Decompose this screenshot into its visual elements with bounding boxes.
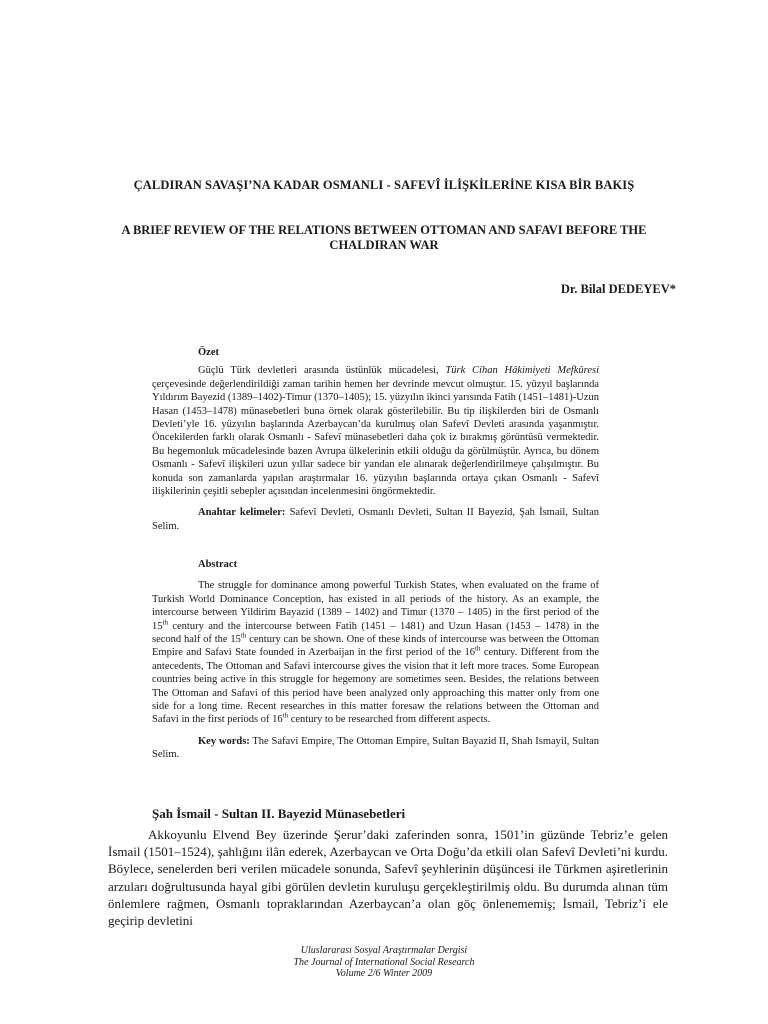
author-name: Dr. Bilal DEDEYEV* (560, 282, 676, 296)
abstract-keywords-text: The Safavi Empire, The Ottoman Empire, Sultan Bayazid II, Shah Ismayil, Sultan Selim. (152, 735, 599, 761)
abstract-text-2: century and the intercourse between Fatih (1451 – 1481) and Uzun Hasan (1453 – 1478) in the second half of the 15 (152, 620, 599, 646)
ozet-paragraph (152, 364, 599, 498)
journal-footer (184, 945, 584, 980)
abstract-keywords-label: Key words: (198, 735, 250, 747)
body-paragraph: Akkoyunlu Elvend Bey üzerinde Şerur’daki zaferinden sonra, 1501’in güzünde Tebriz’e gelen İsmail (1501–1524), şahlığını ilân ederek, Azerbaycan ve Orta Doğu’da etkili olan Safevî Devleti’ni kurdu. Böylece, senelerden beri verilen mücadele sonunda, Safevî şeyhlerinin düşüncesi ile Türkmen aşiretlerinin arzuları doğrultusunda hayal gibi görülen devletin kuruluşu gerçekleştirilmiş oldu. Bu durumda alınan tüm önlemlere rağmen, Osmanlı topraklarından Azerbaycan’a olan göç önlenememiş; İsmail, Tebriz’i ele geçirip devletini (108, 827, 668, 929)
section-heading: Şah İsmail - Sultan II. Bayezid Münasebetleri (152, 806, 406, 821)
abstract-keywords (152, 735, 599, 762)
ozet-keywords (152, 506, 599, 533)
superscript-th: th (240, 631, 247, 640)
superscript-th: th (474, 644, 481, 653)
title-english: A BRIEF REVIEW OF THE RELATIONS BETWEEN OTTOMAN AND SAFAVI BEFORE THE CHALDIRAN WAR (121, 223, 647, 252)
abstract-text-1: The struggle for dominance among powerful Turkish States, when evaluated on the frame of Turkish World Dominance Conception, has existed in all periods of the history. As an example, the intercourse between Yildirim Bayazid (1389 – 1402) and Timur (1370 – 1405) in the first period of the 15 (152, 580, 599, 632)
ozet-italic-phrase: Türk Cihan Hâkimiyeti Mefkûresi (445, 365, 599, 377)
footer-journal-tr: Uluslararası Sosyal Araştırmalar Dergisi (300, 945, 468, 956)
footer-volume: Volume 2/6 Winter 2009 (335, 968, 433, 979)
superscript-th: th (162, 618, 168, 627)
abstract-text-4: century. Different from the antecedents, The Ottoman and Safavi intercourse gives the vision that it left more traces. Some European countries being active in this struggle for hegemony are sometimes seen. Besides, the relations between The Ottoman and Safavi of this period have been analyzed only approaching this matter only from one side for a long time. Recent researches in this matter foresaw the relations between the Ottoman and Safavi in the first periods of 16 (152, 647, 599, 726)
ozet-text-b: çerçevesinde değerlendirildiği zaman tarihin hemen her devrinde mevcut olmuştur. 15. yüzyıl başlarında Yıldırım Bayezid (1389–1402)-Timur (1370–1405); 15. yüzyılın ikinci yarısında Fatih (1451–1481)-Uzun Hasan (1453–1478) münasebetleri buna örnek olarak gösterilebilir. Bu tip ilişkilerden biri de Osmanlı Devleti’yle 16. yüzyılın başlarında Azerbaycan’da kurulmuş olan Safevî Devleti arasında yaşanmıştır. Öncekilerden farklı olarak Osmanlı - Safevî münasebetleri daha çok iz bırakmış görüntüsü vermektedir. Bu hegemonluk mücadelesinde bazen Avrupa ülkelerinin etkili olduğu da görülmüştür. Ayrıca, bu dönem Osmanlı - Safevî ilişkileri uzun yıllar sadece bir yandan ele alınarak değerlendirilmeye çalışılmıştır. Bu konuda son zamanlarda yapılan araştırmalar 16. yüzyılın başlarında ortaya çıkan Osmanlı - Safevî ilişkilerinin çeşitli sebepler açısından incelenmesini öngörmektedir. (152, 378, 599, 498)
title-turkish: ÇALDIRAN SAVAŞI’NA KADAR OSMANLI - SAFEVÎ İLİŞKİLERİNE KISA BİR BAKIŞ (133, 178, 635, 192)
ozet-text-a: Güçlü Türk devletleri arasında üstünlük mücadelesi, (198, 365, 446, 377)
ozet-keywords-text: Safevî Devleti, Osmanlı Devleti, Sultan II Bayezid, Şah İsmail, Sultan Selim. (152, 507, 599, 532)
abstract-label: Abstract (198, 559, 238, 570)
abstract-text-3: century can be shown. One of these kinds of intercourse was between the Ottoman Empire and Safavi State founded in Azerbaijan in the first period of the 16 (152, 634, 599, 659)
superscript-th: th (282, 711, 289, 720)
ozet-section (152, 346, 599, 533)
abstract-text-5: century to be researched from different aspects. (288, 714, 491, 726)
footer-journal-en: The Journal of International Social Research (293, 956, 475, 968)
ozet-keywords-label: Anahtar kelimeler: (198, 507, 286, 519)
abstract-section (152, 558, 599, 762)
abstract-paragraph (152, 579, 599, 726)
ozet-label: Özet (198, 347, 219, 358)
